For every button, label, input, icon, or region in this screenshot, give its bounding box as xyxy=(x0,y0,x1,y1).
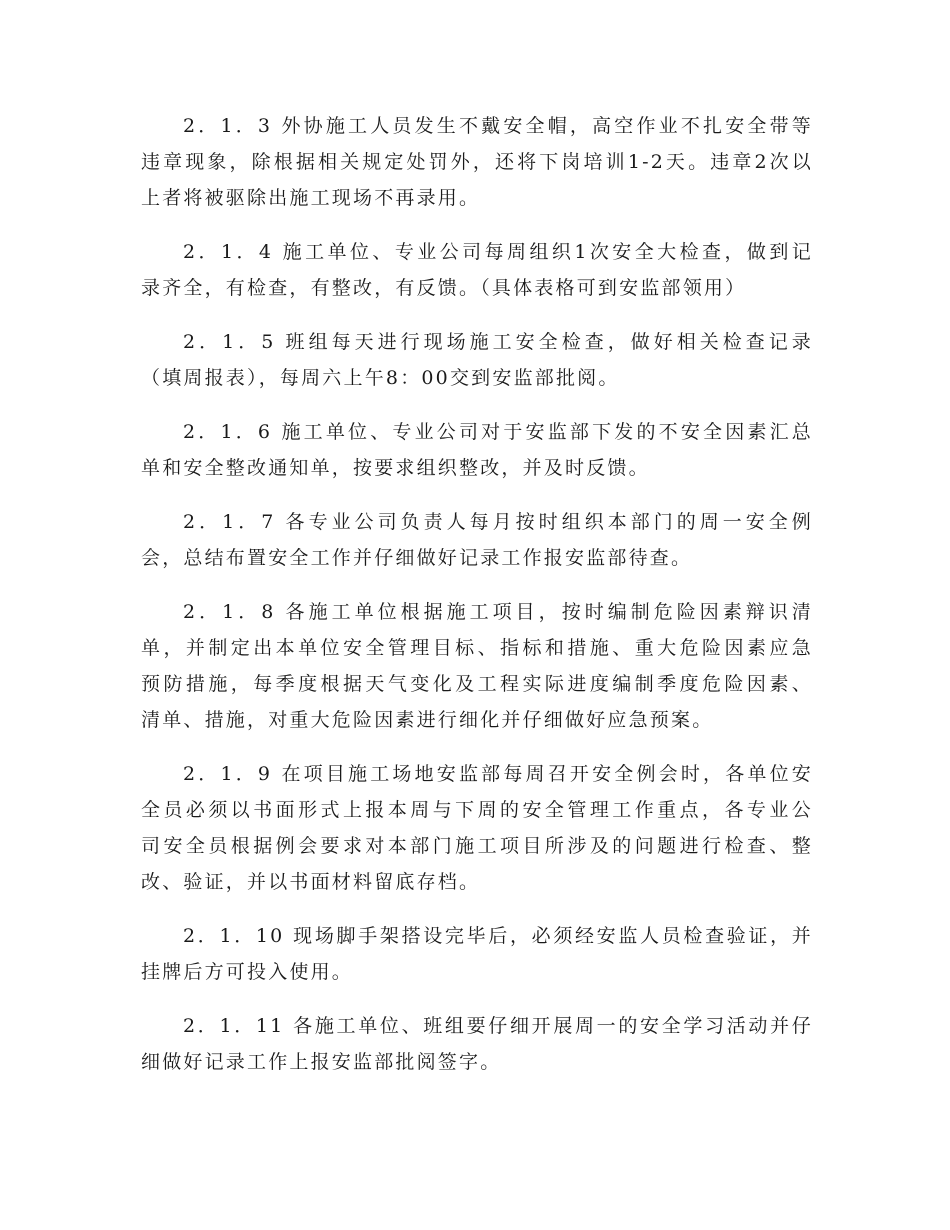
paragraph-line: 2．1．6 施工单位、专业公司对于安监部下发的不安全因素汇总 xyxy=(183,421,813,443)
paragraph-line: 单和安全整改通知单，按要求组织整改，并及时反馈。 xyxy=(141,457,650,479)
paragraph-line: 挂牌后方可投入使用。 xyxy=(141,961,354,983)
paragraph-line: 2．1．3 外协施工人员发生不戴安全帽，高空作业不扎安全带等 xyxy=(183,115,813,137)
paragraph-2-1-7 xyxy=(141,504,813,576)
paragraph-line: 单，并制定出本单位安全管理目标、指标和措施、重大危险因素应急 xyxy=(141,637,813,659)
paragraph-2-1-10 xyxy=(141,918,813,990)
paragraph-2-1-5 xyxy=(141,324,813,396)
paragraph-line: 2．1．7 各专业公司负责人每月按时组织本部门的周一安全例 xyxy=(183,511,813,533)
paragraph-line: 2．1．8 各施工单位根据施工项目，按时编制危险因素辩识清 xyxy=(183,601,813,623)
paragraph-line: 司安全员根据例会要求对本部门施工项目所涉及的问题进行检查、整 xyxy=(141,835,813,857)
paragraph-line: 违章现象，除根据相关规定处罚外，还将下岗培训1-2天。违章2次以 xyxy=(141,151,813,173)
paragraph-2-1-4 xyxy=(141,234,813,306)
paragraph-line: 细做好记录工作上报安监部批阅签字。 xyxy=(141,1051,502,1073)
paragraph-2-1-8 xyxy=(141,594,813,738)
paragraph-line: 全员必须以书面形式上报本周与下周的安全管理工作重点，各专业公 xyxy=(141,799,813,821)
paragraph-line: 2．1．11 各施工单位、班组要仔细开展周一的安全学习活动并仔 xyxy=(183,1015,813,1037)
paragraph-line: 2．1．5 班组每天进行现场施工安全检查，做好相关检查记录 xyxy=(183,331,813,353)
paragraph-line: 预防措施，每季度根据天气变化及工程实际进度编制季度危险因素、 xyxy=(141,673,813,695)
paragraph-2-1-9 xyxy=(141,756,813,900)
paragraph-2-1-6 xyxy=(141,414,813,486)
paragraph-line: 清单、措施，对重大危险因素进行细化并仔细做好应急预案。 xyxy=(141,709,714,731)
paragraph-line: 2．1．9 在项目施工场地安监部每周召开安全例会时，各单位安 xyxy=(183,763,813,785)
paragraph-line: 录齐全，有检查，有整改，有反馈。（具体表格可到安监部领用） xyxy=(141,277,747,299)
paragraph-line: 会，总结布置安全工作并仔细做好记录工作报安监部待查。 xyxy=(141,547,693,569)
paragraph-line: 2．1．4 施工单位、专业公司每周组织1次安全大检查，做到记 xyxy=(183,241,813,263)
paragraph-line: （填周报表），每周六上午8：00交到安监部批阅。 xyxy=(141,367,620,389)
paragraph-line: 2．1．10 现场脚手架搭设完毕后，必须经安监人员检查验证，并 xyxy=(183,925,813,947)
paragraph-line: 上者将被驱除出施工现场不再录用。 xyxy=(141,187,481,209)
paragraph-2-1-11 xyxy=(141,1008,813,1080)
paragraph-2-1-3 xyxy=(141,108,813,216)
paragraph-line: 改、验证，并以书面材料留底存档。 xyxy=(141,871,481,893)
